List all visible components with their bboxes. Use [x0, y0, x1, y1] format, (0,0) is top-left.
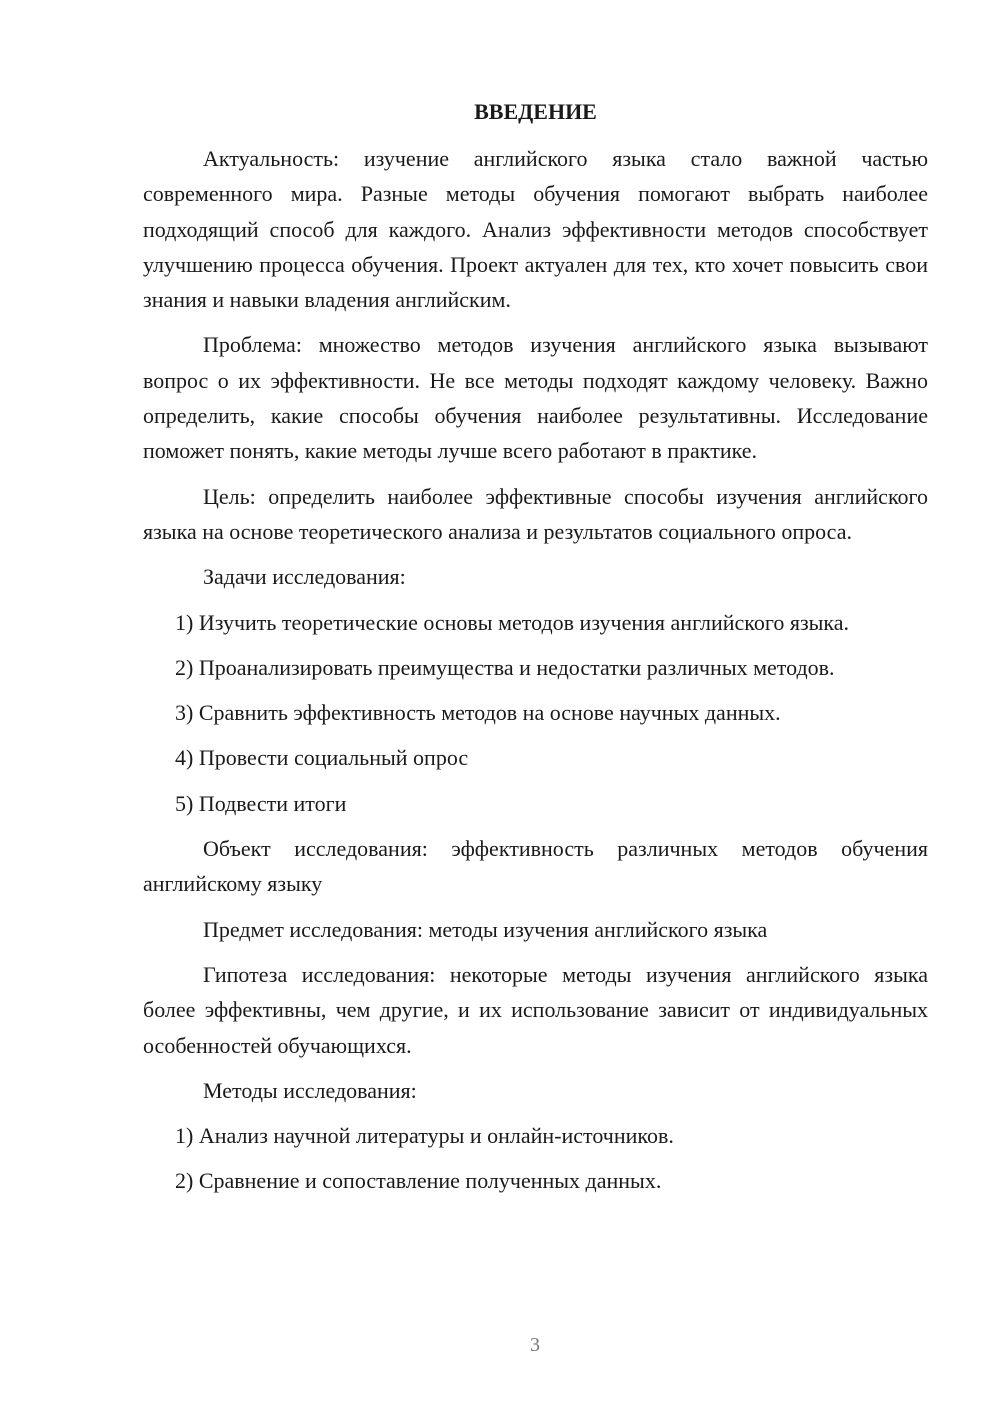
tasks-heading: Задачи исследования:	[203, 564, 406, 590]
task-item-2: 2) Проанализировать преимущества и недостатки различных методов.	[175, 654, 835, 680]
task-item-1: 1) Изучить теоретические основы методов изучения английского языка.	[175, 609, 850, 635]
method-item-2: 2) Сравнение и сопоставление полученных данных.	[175, 1168, 662, 1194]
page-title: ВВЕДЕНИЕ	[474, 99, 597, 124]
method-item-1: 1) Анализ научной литературы и онлайн-источников.	[175, 1123, 674, 1149]
page-number: 3	[530, 1334, 540, 1356]
methods-heading: Методы исследования:	[203, 1077, 417, 1103]
hypothesis-paragraph: Гипотеза исследования: некоторые методы изучения английского языка более эффективны, чем другие, и их использование зависит от индивидуальных особенностей обучающихся.	[143, 961, 928, 1058]
goal-paragraph: Цель: определить наиболее эффективные способы изучения английского языка на основе теоретического анализа и результатов социального опроса.	[143, 483, 928, 544]
task-item-5: 5) Подвести итоги	[175, 790, 347, 816]
task-item-4: 4) Провести социальный опрос	[175, 745, 469, 771]
document-page	[143, 94, 928, 1209]
problem-paragraph: Проблема: множество методов изучения английского языка вызывают вопрос о их эффективности. Не все методы подходят каждому человеку. Важно определить, какие способы обучения наиболее результативны. Исследование поможет понять, какие методы лучше всего работают в практике.	[143, 332, 928, 464]
subject-paragraph: Предмет исследования: методы изучения английского языка	[203, 916, 768, 942]
relevance-paragraph: Актуальность: изучение английского языка стало важной частью современного мира. Разные методы обучения помогают выбрать наиболее подходящий способ для каждого. Анализ эффективности методов способствует улучшению процесса обучения. Проект актуален для тех, кто хочет повысить свои знания и навыки владения английским.	[143, 146, 928, 313]
task-item-3: 3) Сравнить эффективность методов на основе научных данных.	[175, 700, 781, 726]
object-paragraph: Объект исследования: эффективность различных методов обучения английскому языку	[143, 836, 928, 897]
